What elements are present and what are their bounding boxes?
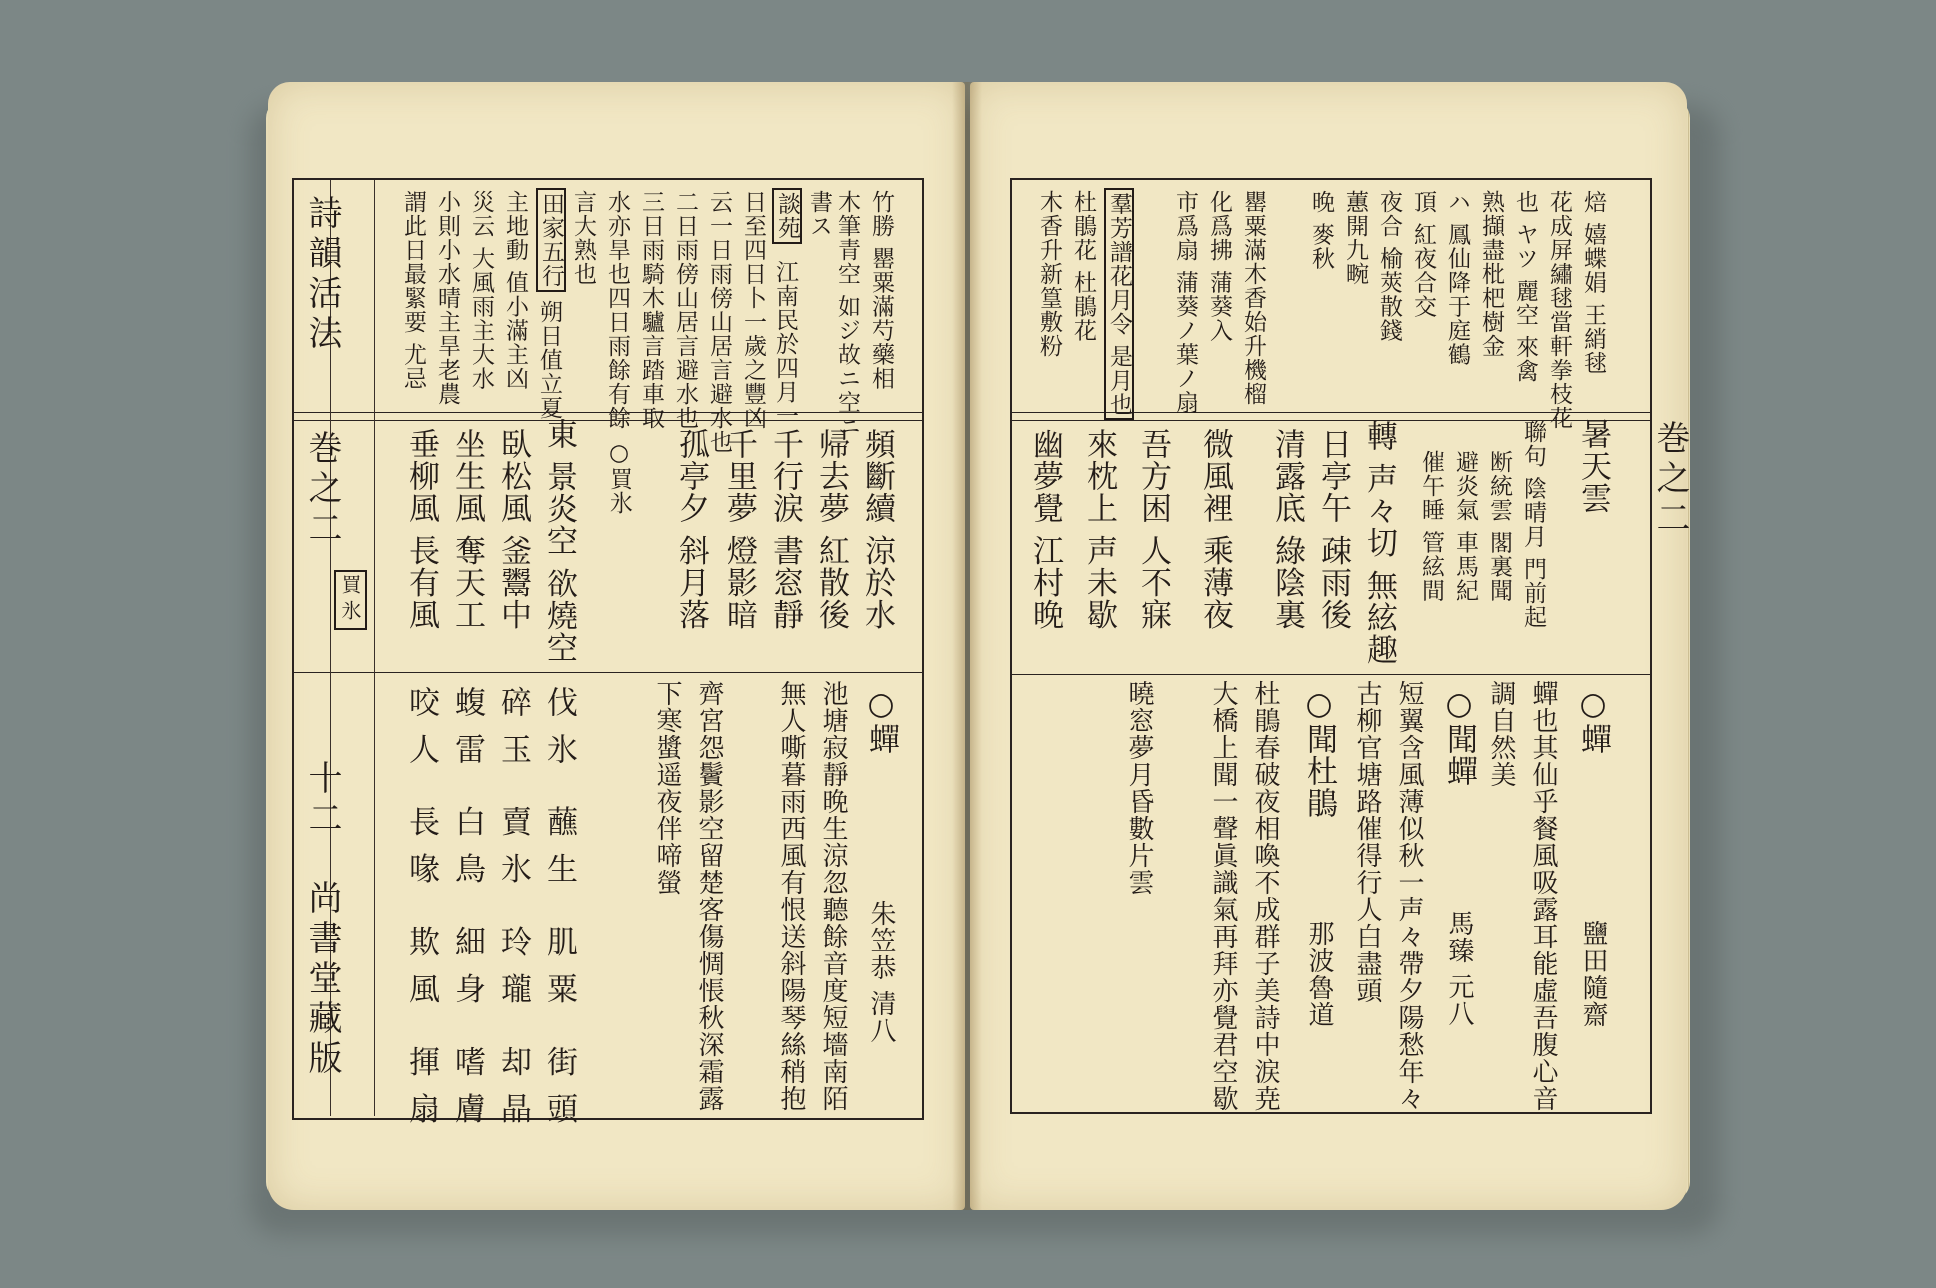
left-top-col-11: 言大熟也 — [570, 190, 596, 286]
left-bot-col-10: 咬人 長喙 欺風 揮扇 — [403, 686, 439, 1140]
right-margin-volume: 巻之二 — [1650, 420, 1690, 540]
right-mid-col-1: 暑天雲 — [1575, 418, 1611, 514]
left-top-col-2: 木筆青空 如ジ故ニ空ニ — [834, 190, 860, 439]
left-bot-col-3: 池塘寂靜晚生涼忽聽餘音度短墻南陌 — [818, 680, 848, 1112]
left-top-col-5: 江南民於四月一 — [772, 260, 798, 428]
left-top-col-12: 田家五行 — [536, 188, 566, 292]
right-bot-col-13: 曉窓夢月昏數片雲 — [1124, 680, 1154, 896]
left-top-col-14: 主地動 值小滿主凶 — [502, 190, 528, 391]
right-bot-col-1: ○蟬 — [1575, 686, 1611, 755]
right-mid-col-2: 聯句 陰晴月 門前起 — [1520, 420, 1546, 629]
right-bot-col-4: 鹽田隨齋 — [1578, 920, 1608, 1028]
left-top-col-1: 竹勝 罌粟滿芍藥相 — [868, 190, 894, 391]
left-top-col-15: 災云 大風雨主大水 — [468, 190, 494, 391]
left-margin-section: 買氷 — [334, 570, 367, 630]
right-mid-col-5: 催午睡 管絃間 — [1418, 450, 1444, 603]
right-bot-col-7: 短翼含風薄似秋一声々帶夕陽愁年々 — [1394, 680, 1424, 1112]
right-top-col-2: 花成屏繡毬當軒拳枝花 — [1546, 190, 1572, 430]
left-mid-col-9: 坐生風 奪天工 — [449, 428, 485, 631]
right-mid-col-11: 來枕上 声未歇 — [1081, 428, 1117, 631]
left-margin-volume: 巻之二 — [302, 430, 342, 550]
right-middle-rule — [1012, 674, 1650, 675]
left-top-col-4: 談苑 — [772, 188, 802, 244]
right-top-col-14: 杜鵑花 杜鵑花 — [1070, 190, 1096, 343]
left-bot-col-8: 碎玉 賣氷 玲瓏 却晶 — [495, 686, 531, 1140]
right-mid-col-4: 避炎氣 車馬紀 — [1452, 450, 1478, 603]
right-bot-col-2: 蟬也其仙乎餐風吸露耳能虛吾腹心音 — [1528, 680, 1558, 1112]
right-top-col-8: 蕙開九畹 — [1342, 190, 1368, 286]
left-mid-col-5: 孤亭夕 斜月落 — [673, 428, 709, 631]
left-mid-col-4: 千里夢 燈影暗 — [721, 428, 757, 631]
right-mid-col-3: 断統雲 閣裏聞 — [1486, 450, 1512, 603]
right-bot-col-10: 那波魯道 — [1304, 920, 1334, 1028]
left-top-col-17: 謂此日最緊要 尤忌 — [400, 190, 426, 391]
left-margin-rule-2 — [374, 180, 375, 1116]
right-top-col-4: 熟擷盡枇杷樹金 — [1478, 190, 1504, 358]
right-bot-col-3: 調自然美 — [1486, 680, 1516, 788]
left-middle-rule — [294, 672, 922, 673]
right-top-col-9: 晚 麥秋 — [1308, 190, 1334, 271]
right-top-col-1: 焙 嬉蝶娟 王綃毬 — [1580, 190, 1606, 375]
right-bot-col-8: 古柳官塘路催得行人白盡頭 — [1352, 680, 1382, 1004]
book-gutter — [952, 82, 982, 1210]
right-mid-col-6: 轉 声々切 無絃趣 — [1361, 420, 1397, 666]
left-bot-col-2: 朱笠恭 清八 — [866, 900, 896, 1045]
right-bot-col-5: ○聞蟬 — [1441, 686, 1477, 787]
left-bot-col-7: 伐氷 蘸生 肌粟 街頭 — [541, 686, 577, 1140]
left-mid-col-3: 千行涙 書窓靜 — [767, 428, 803, 631]
left-margin-title: 詩韻活法 — [302, 195, 342, 355]
left-bot-col-4: 無人嘶暮雨西風有恨送斜陽琴絲稍抱 — [776, 680, 806, 1112]
right-top-col-11: 化爲拂 蒲葵入 — [1206, 190, 1232, 343]
right-mid-col-8: 清露底 綠陰裏 — [1269, 428, 1305, 631]
left-top-col-6: 日至四日卜一歲之豐凶 — [740, 190, 766, 430]
right-top-col-7: 夜合 榆莢散錢 — [1376, 190, 1402, 343]
left-top-col-10: 水亦旱也四日雨餘有餘 — [604, 190, 630, 430]
right-top-col-13: 羣芳譜花月令 是月也 — [1104, 188, 1134, 420]
right-top-col-5: ハ 鳳仙降于庭鶴 — [1444, 190, 1470, 367]
left-mid-col-10: 垂柳風 長有風 — [403, 428, 439, 631]
right-bot-col-6: 馬臻 元八 — [1444, 910, 1474, 1028]
right-mid-col-12: 幽夢覺 江村晚 — [1027, 428, 1063, 631]
left-top-col-9: 三日雨騎木驢言踏車取 — [638, 190, 664, 430]
right-mid-col-7: 日亭午 疎雨後 — [1315, 428, 1351, 631]
left-bot-col-5: 齊宮怨鬢影空留楚客傷惆悵秋深霜露 — [694, 680, 724, 1112]
right-top-col-15: 木香升新篁敷粉 — [1036, 190, 1062, 358]
left-top-col-3: 書ス — [806, 190, 832, 238]
left-bot-col-9: 蝮雷 白鳥 細身 嗜膚 — [449, 686, 485, 1140]
left-top-col-13: 朔日值立夏 — [536, 300, 562, 420]
left-bot-col-1: ○蟬 — [863, 686, 899, 755]
left-mid-col-2: 帰去夢 紅散後 — [813, 428, 849, 631]
left-top-col-8: 二日雨傍山居言避水也 — [672, 190, 698, 430]
right-bot-col-12: 大橋上聞一聲眞識氣再拜亦覺君空歇 — [1208, 680, 1238, 1112]
right-top-col-12: 市爲扇 蒲葵ノ葉ノ扇 — [1172, 190, 1198, 415]
left-mid-col-7: 東 景炎空 欲燒空 — [541, 418, 577, 664]
left-mid-col-8: 臥松風 釜鬻中 — [495, 428, 531, 631]
left-margin-publisher: 尚書堂藏版 — [302, 880, 342, 1080]
left-bot-col-6: 下寒螿遥夜伴啼螢 — [652, 680, 682, 896]
left-margin-folio: 十二 — [302, 760, 342, 840]
right-mid-col-10: 吾方困 人不寐 — [1135, 428, 1171, 631]
right-top-col-10: 罌粟滿木香始升機榴 — [1240, 190, 1266, 406]
left-top-col-16: 小則小水晴主旱老農 — [434, 190, 460, 406]
right-top-col-6: 頂 紅夜合交 — [1410, 190, 1436, 319]
right-mid-col-9: 微風裡 乘薄夜 — [1197, 428, 1233, 631]
left-top-col-7: 云一日雨傍山居言避水也 — [706, 190, 732, 454]
left-mid-col-6: ○買氷 — [606, 440, 632, 515]
right-bot-col-11: 杜鵑春破夜相喚不成群子美詩中涙尭 — [1250, 680, 1280, 1112]
left-mid-col-1: 頻斷續 涼於水 — [859, 428, 895, 631]
right-bot-col-9: ○聞杜鵑 — [1301, 686, 1337, 819]
right-top-col-3: 也 ヤツ 麗空 來禽 — [1512, 190, 1538, 383]
